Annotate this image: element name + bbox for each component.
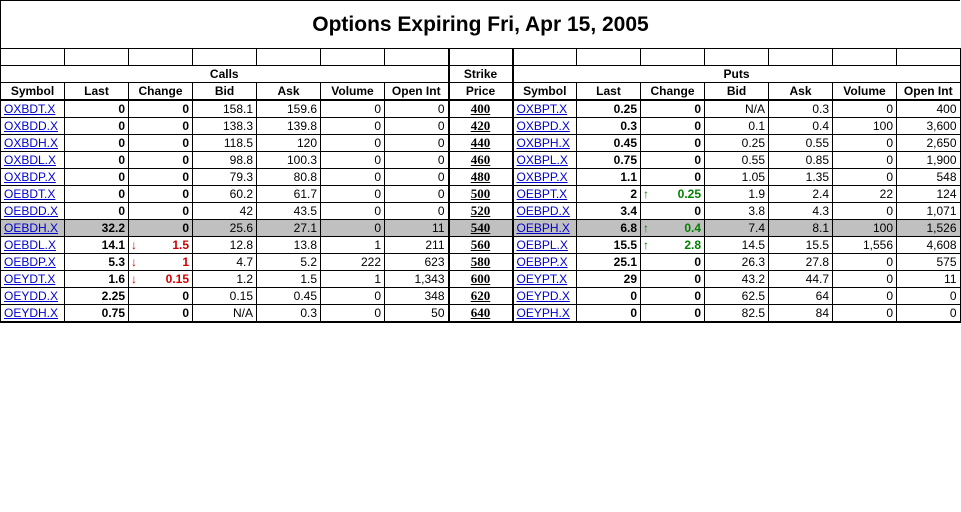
call-ask: 100.3 [257,152,321,169]
put-symbol-link[interactable]: OEBPD.X [516,204,570,218]
call-symbol-link[interactable]: OEBDT.X [4,187,56,201]
table-row [1,203,961,220]
table-row [1,169,961,186]
put-open-int: 124 [897,186,961,203]
put-change-value: 0 [694,204,701,218]
call-open-int: 11 [385,220,449,237]
put-ask: 44.7 [769,271,833,288]
put-last: 15.5 [577,237,641,254]
put-symbol-cell [513,100,577,118]
table-row [1,305,961,323]
call-last: 0 [65,118,129,135]
call-last: 0 [65,203,129,220]
call-ask: 0.3 [257,305,321,323]
put-ask: 0.55 [769,135,833,152]
call-bid: 1.2 [193,271,257,288]
put-change-value: 0.4 [684,221,701,235]
column-header-row [1,83,961,101]
call-open-int: 50 [385,305,449,323]
call-ask: 13.8 [257,237,321,254]
call-bid: 158.1 [193,100,257,118]
put-volume: 0 [833,152,897,169]
table-row [1,271,961,288]
puts-col-header-symbol: Symbol [513,83,577,101]
call-bid: 4.7 [193,254,257,271]
call-symbol-link[interactable]: OXBDP.X [4,170,56,184]
put-bid: 0.25 [705,135,769,152]
put-symbol-cell [513,271,577,288]
call-volume: 0 [321,305,385,323]
call-change-value: 0 [182,119,189,133]
table-body [1,49,961,323]
put-open-int: 575 [897,254,961,271]
call-symbol-link[interactable]: OEYDT.X [4,272,56,286]
put-ask: 27.8 [769,254,833,271]
put-ask: 1.35 [769,169,833,186]
call-symbol-cell [1,237,65,254]
put-last: 2 [577,186,641,203]
strike-col-header: Price [449,83,513,101]
put-last: 3.4 [577,203,641,220]
call-ask: 139.8 [257,118,321,135]
put-bid: 62.5 [705,288,769,305]
put-symbol-link[interactable]: OXBPD.X [516,119,570,133]
put-change-value: 2.8 [684,238,701,252]
call-symbol-cell [1,169,65,186]
call-symbol-link[interactable]: OXBDT.X [4,102,56,116]
put-symbol-link[interactable]: OEBPP.X [516,255,568,269]
call-last: 0 [65,135,129,152]
call-volume: 0 [321,186,385,203]
call-change-value: 0 [182,289,189,303]
call-change-value: 0 [182,187,189,201]
put-volume: 0 [833,288,897,305]
call-last: 32.2 [65,220,129,237]
put-change [641,271,705,288]
put-last: 0 [577,288,641,305]
calls-col-header-last: Last [65,83,129,101]
call-symbol-cell [1,254,65,271]
call-bid: 42 [193,203,257,220]
put-last: 0.75 [577,152,641,169]
call-open-int: 0 [385,203,449,220]
table-row [1,100,961,118]
put-bid: 14.5 [705,237,769,254]
call-ask: 80.8 [257,169,321,186]
calls-col-header-symbol: Symbol [1,83,65,101]
put-change [641,203,705,220]
put-last: 1.1 [577,169,641,186]
put-symbol-link[interactable]: OEYPH.X [516,306,570,320]
call-change [129,254,193,271]
strike-price: 640 [449,305,513,323]
table-row [1,118,961,135]
put-change-value: 0.25 [677,187,701,201]
arrow-up-icon: ↑ [643,221,649,235]
call-change-value: 0 [182,170,189,184]
call-bid: 79.3 [193,169,257,186]
put-symbol-cell [513,305,577,323]
call-bid: 118.5 [193,135,257,152]
puts-col-header-change: Change [641,83,705,101]
put-volume: 0 [833,169,897,186]
put-volume: 0 [833,305,897,323]
call-open-int: 1,343 [385,271,449,288]
put-last: 0.3 [577,118,641,135]
put-symbol-cell [513,152,577,169]
call-volume: 1 [321,237,385,254]
put-open-int: 1,900 [897,152,961,169]
call-symbol-cell [1,152,65,169]
put-last: 25.1 [577,254,641,271]
call-change [129,152,193,169]
put-last: 0.45 [577,135,641,152]
put-change-value: 0 [694,170,701,184]
call-last: 14.1 [65,237,129,254]
put-symbol-cell [513,220,577,237]
call-change-value: 0 [182,306,189,320]
call-open-int: 0 [385,186,449,203]
strike-price: 440 [449,135,513,152]
put-symbol-link[interactable]: OEBPL.X [516,238,568,252]
call-bid: 0.15 [193,288,257,305]
put-symbol-cell [513,169,577,186]
put-bid: 82.5 [705,305,769,323]
call-ask: 5.2 [257,254,321,271]
put-bid: N/A [705,100,769,118]
call-symbol-link[interactable]: OEBDD.X [4,204,59,218]
put-change [641,288,705,305]
call-volume: 0 [321,152,385,169]
put-symbol-link[interactable]: OEYPD.X [516,289,570,303]
call-change-value: 0 [182,221,189,235]
put-bid: 7.4 [705,220,769,237]
strike-price: 420 [449,118,513,135]
call-open-int: 0 [385,118,449,135]
call-volume: 1 [321,271,385,288]
put-change [641,237,705,254]
call-symbol-link[interactable]: OEBDH.X [4,221,59,235]
put-open-int: 1,071 [897,203,961,220]
call-symbol-cell [1,186,65,203]
call-symbol-link[interactable]: OXBDL.X [4,153,57,167]
put-change [641,100,705,118]
put-open-int: 548 [897,169,961,186]
put-open-int: 11 [897,271,961,288]
calls-col-header-change: Change [129,83,193,101]
put-volume: 0 [833,254,897,271]
call-ask: 43.5 [257,203,321,220]
call-last: 0 [65,169,129,186]
put-volume: 1,556 [833,237,897,254]
strike-price: 560 [449,237,513,254]
call-change [129,100,193,118]
put-symbol-link[interactable]: OEBPH.X [516,221,570,235]
put-volume: 22 [833,186,897,203]
blank-row [1,49,961,66]
put-last: 29 [577,271,641,288]
put-ask: 15.5 [769,237,833,254]
call-change [129,288,193,305]
table-row [1,288,961,305]
call-symbol-cell [1,135,65,152]
options-table [0,48,961,323]
call-symbol-cell [1,288,65,305]
put-ask: 84 [769,305,833,323]
call-last: 0 [65,100,129,118]
put-open-int: 1,526 [897,220,961,237]
call-bid: 138.3 [193,118,257,135]
put-ask: 64 [769,288,833,305]
call-open-int: 348 [385,288,449,305]
put-bid: 0.1 [705,118,769,135]
table-row [1,254,961,271]
call-symbol-link[interactable]: OXBDH.X [4,136,59,150]
put-change-value: 0 [694,306,701,320]
call-change-value: 1 [182,255,189,269]
call-change [129,203,193,220]
puts-col-header-ask: Ask [769,83,833,101]
call-symbol-cell [1,203,65,220]
call-symbol-cell [1,118,65,135]
call-change-value: 0 [182,204,189,218]
put-change-value: 0 [694,289,701,303]
call-last: 1.6 [65,271,129,288]
call-symbol-link[interactable]: OEYDH.X [4,306,59,320]
call-change-value: 0 [182,136,189,150]
calls-col-header-open-int: Open Int [385,83,449,101]
call-symbol-link[interactable]: OEYDD.X [4,289,59,303]
table-row [1,220,961,237]
put-symbol-link[interactable]: OXBPT.X [516,102,568,116]
arrow-down-icon: ↓ [131,272,137,286]
put-bid: 43.2 [705,271,769,288]
puts-group-header: Puts [513,66,961,83]
call-volume: 0 [321,135,385,152]
strike-price: 620 [449,288,513,305]
put-change-value: 0 [694,136,701,150]
put-change [641,169,705,186]
put-change-value: 0 [694,119,701,133]
call-ask: 1.5 [257,271,321,288]
call-bid: 12.8 [193,237,257,254]
puts-col-header-bid: Bid [705,83,769,101]
call-bid: N/A [193,305,257,323]
call-change [129,186,193,203]
put-change [641,186,705,203]
group-header-row [1,66,961,83]
call-last: 0.75 [65,305,129,323]
put-symbol-cell [513,186,577,203]
put-bid: 3.8 [705,203,769,220]
put-bid: 26.3 [705,254,769,271]
put-bid: 0.55 [705,152,769,169]
call-ask: 61.7 [257,186,321,203]
call-symbol-link[interactable]: OEBDL.X [4,238,57,252]
arrow-down-icon: ↓ [131,255,137,269]
page-title: Options Expiring Fri, Apr 15, 2005 [312,12,649,36]
put-change-value: 0 [694,272,701,286]
strike-price: 480 [449,169,513,186]
call-volume: 0 [321,169,385,186]
call-change [129,118,193,135]
call-change-value: 0 [182,153,189,167]
call-volume: 0 [321,100,385,118]
put-change [641,152,705,169]
call-symbol-cell [1,271,65,288]
arrow-up-icon: ↑ [643,238,649,252]
call-ask: 159.6 [257,100,321,118]
call-change-value: 0 [182,102,189,116]
title-box [0,0,960,48]
put-symbol-cell [513,254,577,271]
call-symbol-cell [1,220,65,237]
call-ask: 120 [257,135,321,152]
put-open-int: 3,600 [897,118,961,135]
calls-col-header-bid: Bid [193,83,257,101]
put-symbol-cell [513,237,577,254]
call-bid: 60.2 [193,186,257,203]
call-change [129,220,193,237]
call-last: 5.3 [65,254,129,271]
call-ask: 0.45 [257,288,321,305]
put-open-int: 400 [897,100,961,118]
put-ask: 0.85 [769,152,833,169]
put-volume: 0 [833,100,897,118]
put-change [641,254,705,271]
call-open-int: 0 [385,169,449,186]
put-last: 6.8 [577,220,641,237]
put-symbol-link[interactable]: OXBPP.X [516,170,568,184]
put-bid: 1.05 [705,169,769,186]
put-last: 0 [577,305,641,323]
puts-col-header-last: Last [577,83,641,101]
put-symbol-cell [513,135,577,152]
call-change-value: 0.15 [165,272,189,286]
strike-price: 460 [449,152,513,169]
calls-col-header-volume: Volume [321,83,385,101]
call-bid: 98.8 [193,152,257,169]
call-volume: 0 [321,220,385,237]
call-change [129,169,193,186]
call-symbol-cell [1,100,65,118]
put-change [641,118,705,135]
put-change-value: 0 [694,153,701,167]
put-ask: 4.3 [769,203,833,220]
table-row [1,237,961,254]
call-change-value: 1.5 [172,238,189,252]
put-ask: 0.4 [769,118,833,135]
table-row [1,152,961,169]
put-symbol-cell [513,288,577,305]
table-row [1,186,961,203]
call-open-int: 211 [385,237,449,254]
put-change-value: 0 [694,102,701,116]
call-volume: 0 [321,203,385,220]
strike-price: 500 [449,186,513,203]
strike-price: 600 [449,271,513,288]
put-change [641,305,705,323]
put-open-int: 0 [897,288,961,305]
put-symbol-link[interactable]: OXBPL.X [516,153,568,167]
put-volume: 0 [833,203,897,220]
calls-group-header: Calls [1,66,449,83]
put-volume: 100 [833,220,897,237]
call-change [129,237,193,254]
table-row [1,135,961,152]
call-change [129,305,193,323]
call-ask: 27.1 [257,220,321,237]
put-volume: 100 [833,118,897,135]
put-ask: 2.4 [769,186,833,203]
put-last: 0.25 [577,100,641,118]
calls-col-header-ask: Ask [257,83,321,101]
put-open-int: 0 [897,305,961,323]
put-open-int: 2,650 [897,135,961,152]
call-volume: 0 [321,288,385,305]
put-change [641,135,705,152]
call-last: 0 [65,152,129,169]
put-volume: 0 [833,271,897,288]
put-change-value: 0 [694,255,701,269]
put-open-int: 4,608 [897,237,961,254]
call-open-int: 0 [385,152,449,169]
call-volume: 222 [321,254,385,271]
arrow-down-icon: ↓ [131,238,137,252]
call-open-int: 0 [385,135,449,152]
call-last: 2.25 [65,288,129,305]
strike-group-header: Strike [449,66,513,83]
arrow-up-icon: ↑ [643,187,649,201]
put-symbol-link[interactable]: OEBPT.X [516,187,568,201]
puts-col-header-open-int: Open Int [897,83,961,101]
puts-col-header-volume: Volume [833,83,897,101]
call-change [129,271,193,288]
call-bid: 25.6 [193,220,257,237]
call-symbol-link[interactable]: OXBDD.X [4,119,59,133]
call-volume: 0 [321,118,385,135]
strike-price: 400 [449,100,513,118]
put-ask: 0.3 [769,100,833,118]
put-volume: 0 [833,135,897,152]
strike-price: 520 [449,203,513,220]
call-open-int: 623 [385,254,449,271]
put-bid: 1.9 [705,186,769,203]
put-symbol-cell [513,203,577,220]
strike-price: 580 [449,254,513,271]
call-open-int: 0 [385,100,449,118]
put-symbol-cell [513,118,577,135]
put-symbol-link[interactable]: OXBPH.X [516,136,570,150]
call-change [129,135,193,152]
put-symbol-link[interactable]: OEYPT.X [516,272,568,286]
put-ask: 8.1 [769,220,833,237]
call-last: 0 [65,186,129,203]
strike-price: 540 [449,220,513,237]
call-symbol-link[interactable]: OEBDP.X [4,255,56,269]
put-change [641,220,705,237]
call-symbol-cell [1,305,65,323]
